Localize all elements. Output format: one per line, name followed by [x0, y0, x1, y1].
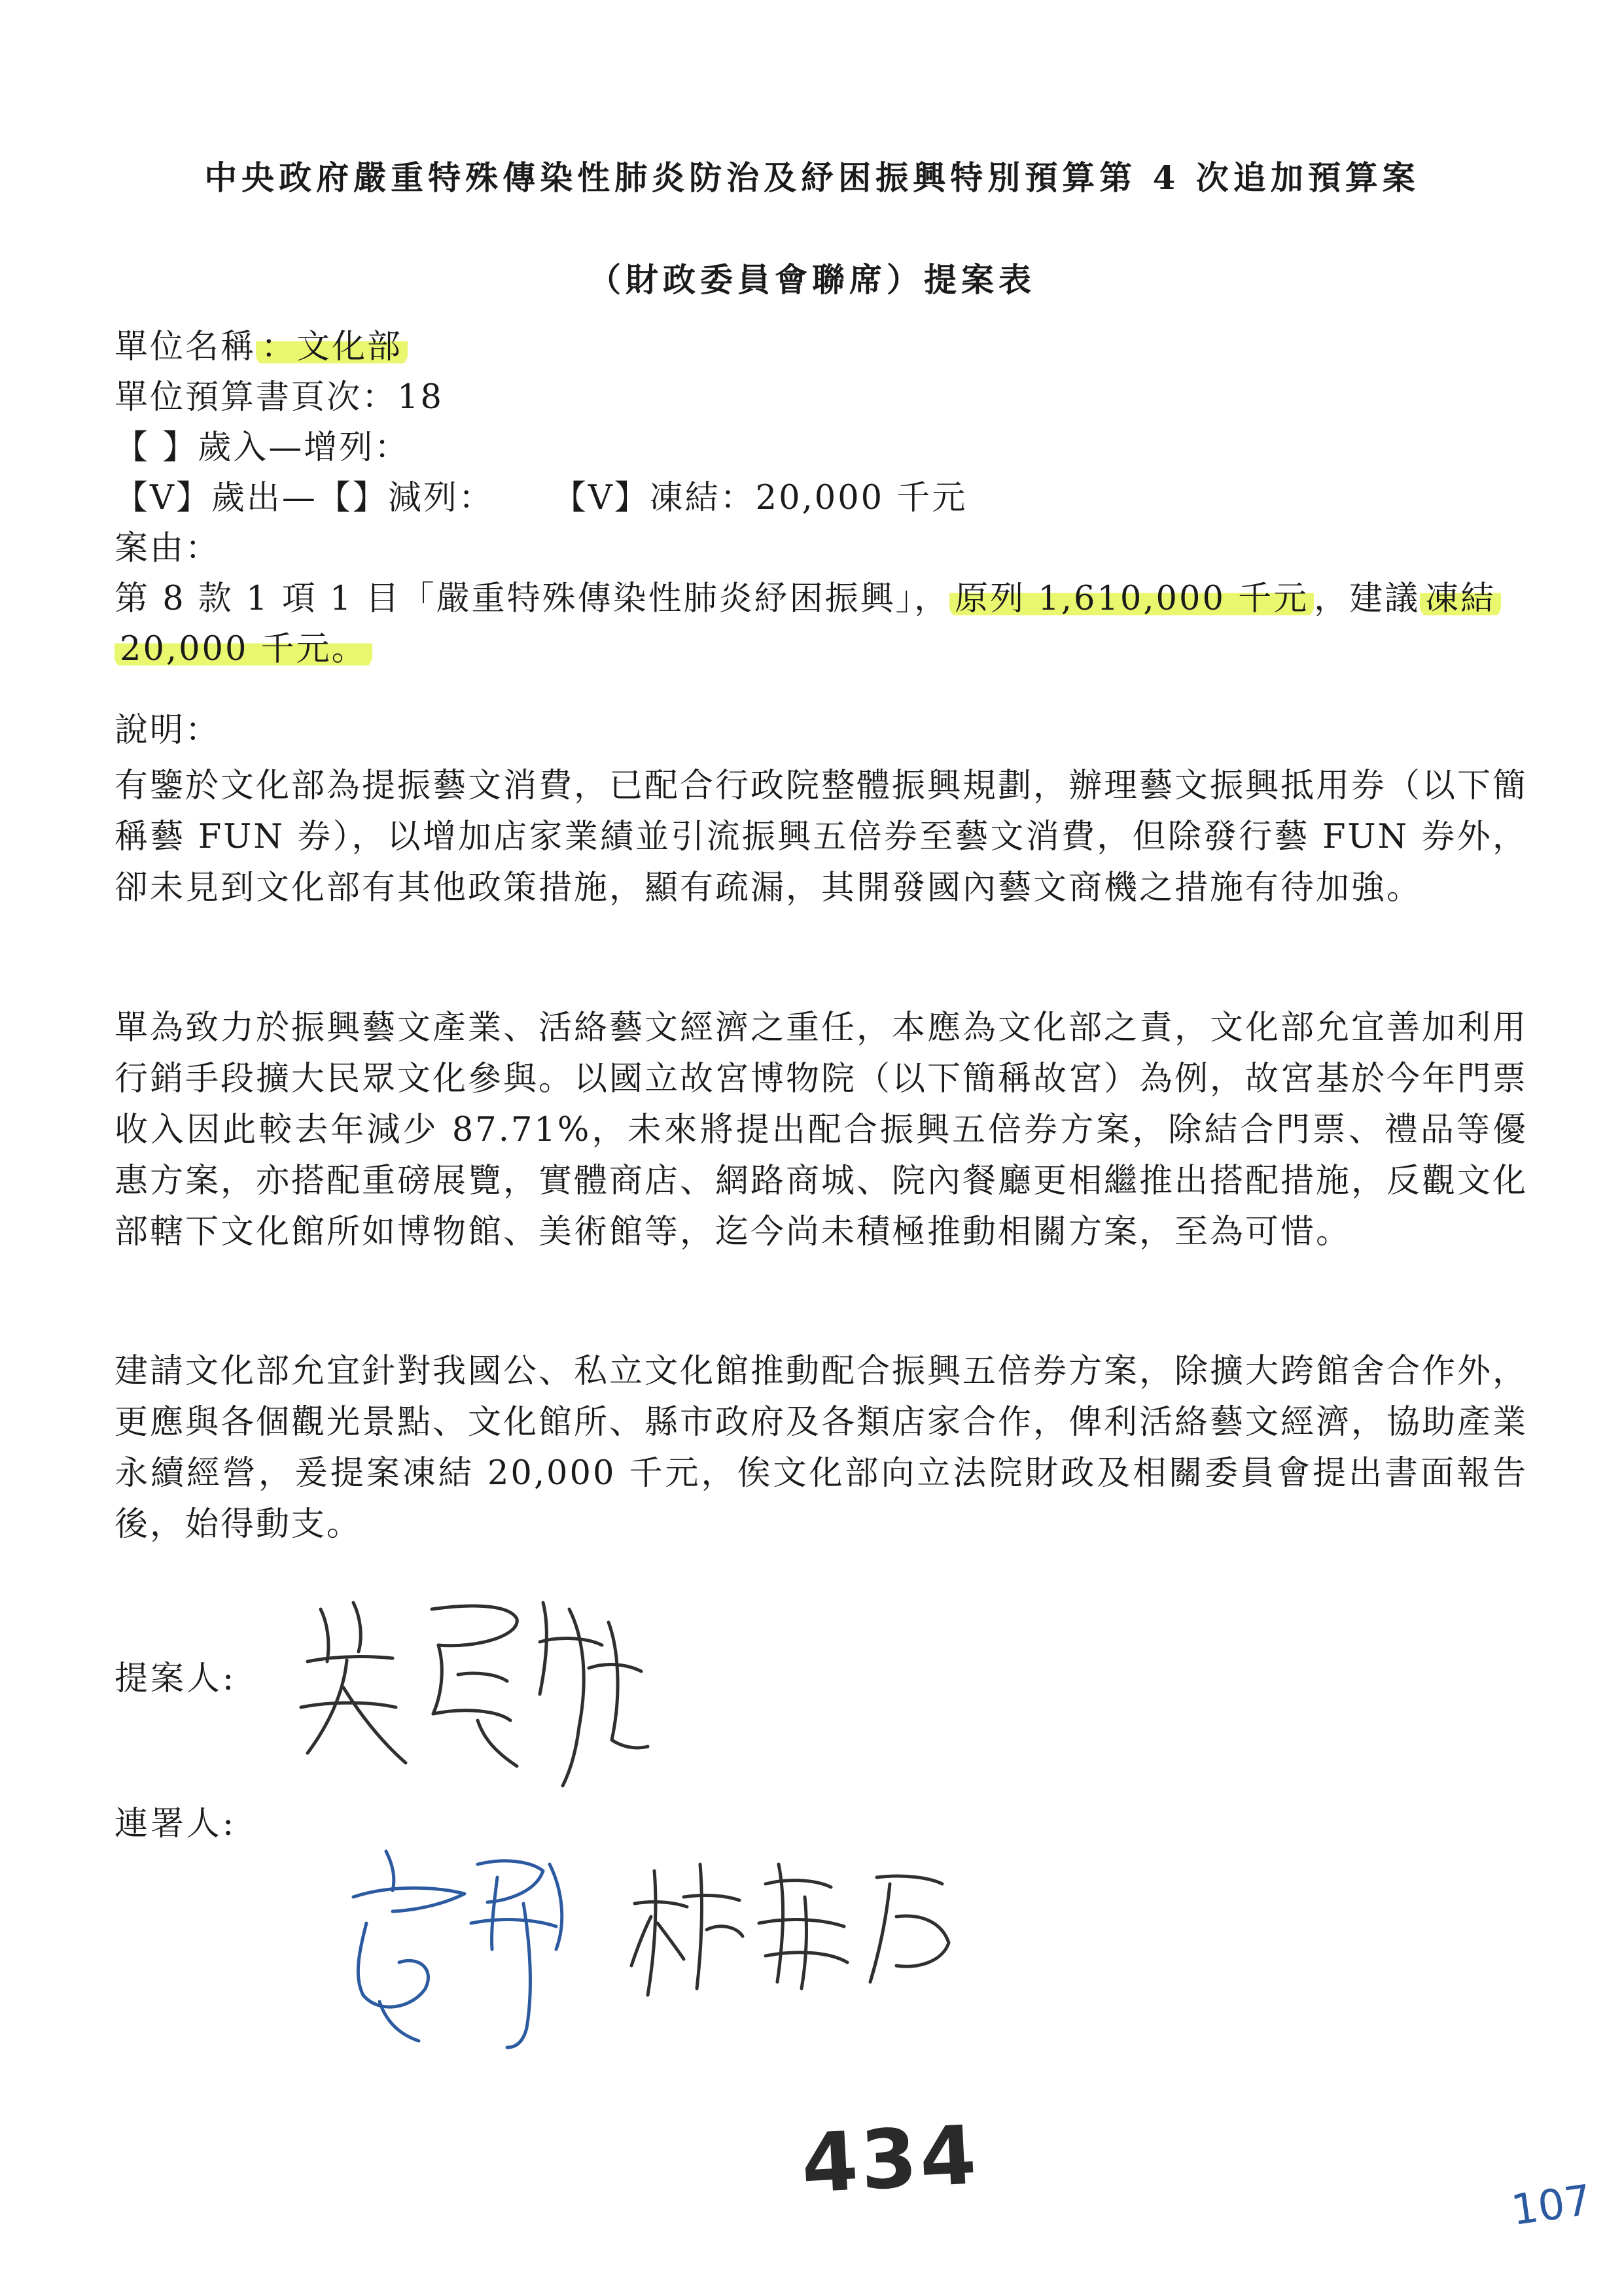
unit-name-value: ：文化部 — [256, 328, 408, 366]
explanation-label: 說明： — [115, 711, 221, 750]
proposer-label: 提案人: — [115, 1660, 237, 1698]
expense-row — [115, 478, 967, 519]
reason-item: 第 8 款 1 項 1 目「嚴重特殊傳染性肺炎紓困振興」， — [115, 580, 950, 618]
handwritten-page-number: 434 — [799, 2108, 981, 2212]
handwritten-corner-number: 107 — [1508, 2176, 1595, 2236]
reason-line-2 — [115, 629, 372, 670]
document-title: 中央政府嚴重特殊傳染性肺炎防治及紓困振興特別預算第 4 次追加預算案 — [204, 158, 1420, 197]
suggest-freeze: 凍結 — [1420, 580, 1501, 618]
original-amount: 原列 1,610,000 千元 — [949, 580, 1314, 618]
document-subtitle: （財政委員會聯席）提案表 — [588, 260, 1036, 299]
freeze-amount-highlight: 20,000 千元。 — [115, 630, 372, 669]
explanation-paragraph-1: 有鑒於文化部為提振藝文消費，已配合行政院整體振興規劃，辦理藝文振興抵用券（以下簡稱藝 FUN 券），以增加店家業績並引流振興五倍券至藝文消費，但除發行藝 FUN 券外，卻未見到文化部有其他政策措施，顯有疏漏，其開發國內藝文商機之措施有待加強。 — [115, 767, 1528, 907]
reason-label: 案由： — [115, 529, 221, 568]
reason-line-1 — [115, 579, 1501, 619]
unit-name-label: 單位名稱 — [115, 328, 256, 366]
expense-reduce-label: 【V】歲出—【】減列： — [115, 479, 494, 517]
reason-comma: ， — [1314, 580, 1350, 618]
explanation-paragraph-3: 建請文化部允宜針對我國公、私立文化館推動配合振興五倍券方案，除擴大跨館舍合作外，更應與各個觀光景點、文化館所、縣市政府及各類店家合作，俾利活絡藝文經濟，協助產業永續經營，爰提案凍結 20,000 千元，俟文化部向立法院財政及相關委員會提出書面報告後，始得動支。 — [115, 1352, 1528, 1544]
suggest-text: 建議 — [1349, 580, 1421, 618]
freeze-amount: 【V】凍結：20,000 千元 — [552, 479, 968, 517]
budget-page-row: 單位預算書頁次：18 — [115, 378, 444, 417]
proposer-signature — [281, 1583, 674, 1799]
cosigner-signature-2 — [628, 1851, 968, 2008]
cosigner-signature-1 — [340, 1838, 615, 2061]
explanation-paragraph-2: 單為致力於振興藝文產業、活絡藝文經濟之重任，本應為文化部之責，文化部允宜善加利用行銷手段擴大民眾文化參與。以國立故宮博物院（以下簡稱故宮）為例，故宮基於今年門票收入因此較去年減少 87.71%，未來將提出配合振興五倍券方案，除結合門票、禮品等優惠方案，亦搭配重磅展覽，實體商店、網路商城、院內餐廳更相繼推出搭配措施，反觀文化部轄下文化館所如博物館、美術館等，迄今尚未積極推動相關方案，至為可惜。 — [115, 1009, 1528, 1251]
unit-name-row — [115, 327, 408, 368]
cosigner-label: 連署人: — [115, 1805, 237, 1843]
revenue-row: 【 】歲入—增列： — [115, 428, 410, 467]
